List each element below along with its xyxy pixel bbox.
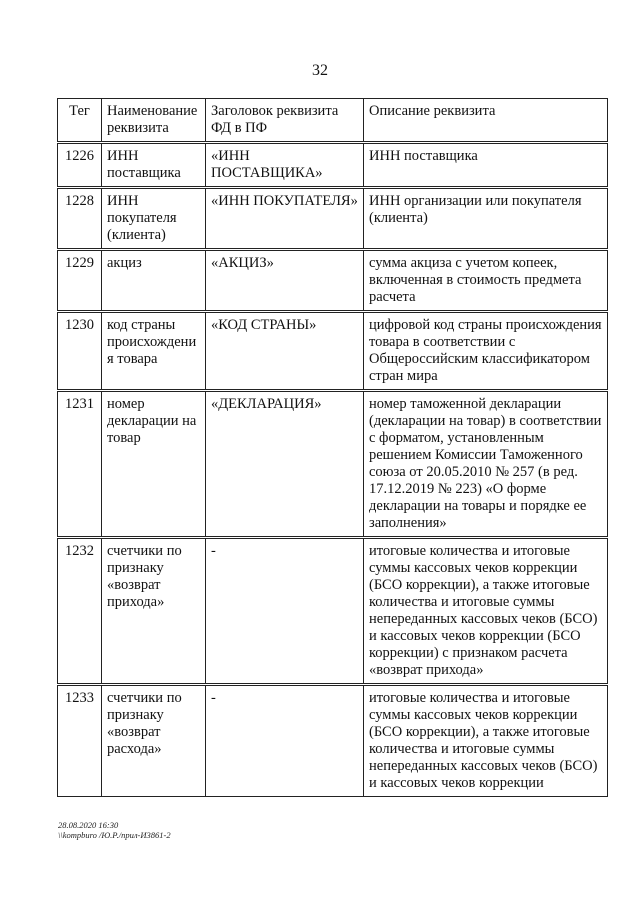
header-tag: Тег — [58, 99, 102, 143]
table-row — [58, 143, 608, 188]
table-header-row — [58, 99, 608, 143]
cell-header: «КОД СТРАНЫ» — [206, 312, 364, 391]
cell-description: итоговые количества и итоговые суммы кассовых чеков коррекции (БСО коррекции), а также итоговые количества и итоговые суммы непереданных кассовых чеков (БСО) и кассовых чеков коррекции — [364, 685, 608, 797]
cell-header: «АКЦИЗ» — [206, 250, 364, 312]
cell-name: счетчики по признаку «возврат расхода» — [102, 685, 206, 797]
cell-name: номер декларации на товар — [102, 391, 206, 538]
cell-description: цифровой код страны происхождения товара в соответствии с Общероссийским классификатором стран мира — [364, 312, 608, 391]
page-number: 32 — [312, 62, 328, 79]
cell-header: - — [206, 538, 364, 685]
cell-description: итоговые количества и итоговые суммы кассовых чеков коррекции (БСО коррекции), а также итоговые количества и итоговые суммы непереданных кассовых чеков (БСО) и кассовых чеков коррекции (БСО коррекции) с признаком расчета «возврат прихода» — [364, 538, 608, 685]
table-row — [58, 391, 608, 538]
footer-stamp — [58, 820, 171, 840]
table-row — [58, 538, 608, 685]
cell-name: код страны происхождени я товара — [102, 312, 206, 391]
cell-tag: 1228 — [58, 188, 102, 250]
footer-date: 28.08.2020 16:30 — [58, 820, 119, 830]
cell-header: «ДЕКЛАРАЦИЯ» — [206, 391, 364, 538]
footer-file-path: \\kompburo /Ю.Р./прил-И3861-2 — [58, 830, 171, 840]
cell-description: ИНН организации или покупателя (клиента) — [364, 188, 608, 250]
requisites-table — [57, 98, 608, 797]
cell-tag: 1230 — [58, 312, 102, 391]
cell-description: номер таможенной декларации (декларации на товар) в соответствии с форматом, установленным решением Комиссии Таможенного союза от 20.05.2010 № 257 (в ред. 17.12.2019 № 223) «О форме декларации на товары и порядке ее заполнения» — [364, 391, 608, 538]
cell-tag: 1233 — [58, 685, 102, 797]
table-row — [58, 312, 608, 391]
header-name: Наименование реквизита — [102, 99, 206, 143]
cell-name: ИНН покупателя (клиента) — [102, 188, 206, 250]
table-row — [58, 188, 608, 250]
cell-tag: 1232 — [58, 538, 102, 685]
header-pf-title: Заголовок реквизита ФД в ПФ — [206, 99, 364, 143]
cell-name: акциз — [102, 250, 206, 312]
table-row — [58, 685, 608, 797]
cell-tag: 1231 — [58, 391, 102, 538]
table-row — [58, 250, 608, 312]
cell-description: ИНН поставщика — [364, 143, 608, 188]
cell-name: ИНН поставщика — [102, 143, 206, 188]
header-description: Описание реквизита — [364, 99, 608, 143]
cell-header: - — [206, 685, 364, 797]
cell-header: «ИНН ПОКУПАТЕЛЯ» — [206, 188, 364, 250]
cell-tag: 1226 — [58, 143, 102, 188]
cell-tag: 1229 — [58, 250, 102, 312]
cell-description: сумма акциза с учетом копеек, включенная в стоимость предмета расчета — [364, 250, 608, 312]
cell-header: «ИНН ПОСТАВЩИКА» — [206, 143, 364, 188]
cell-name: счетчики по признаку «возврат прихода» — [102, 538, 206, 685]
